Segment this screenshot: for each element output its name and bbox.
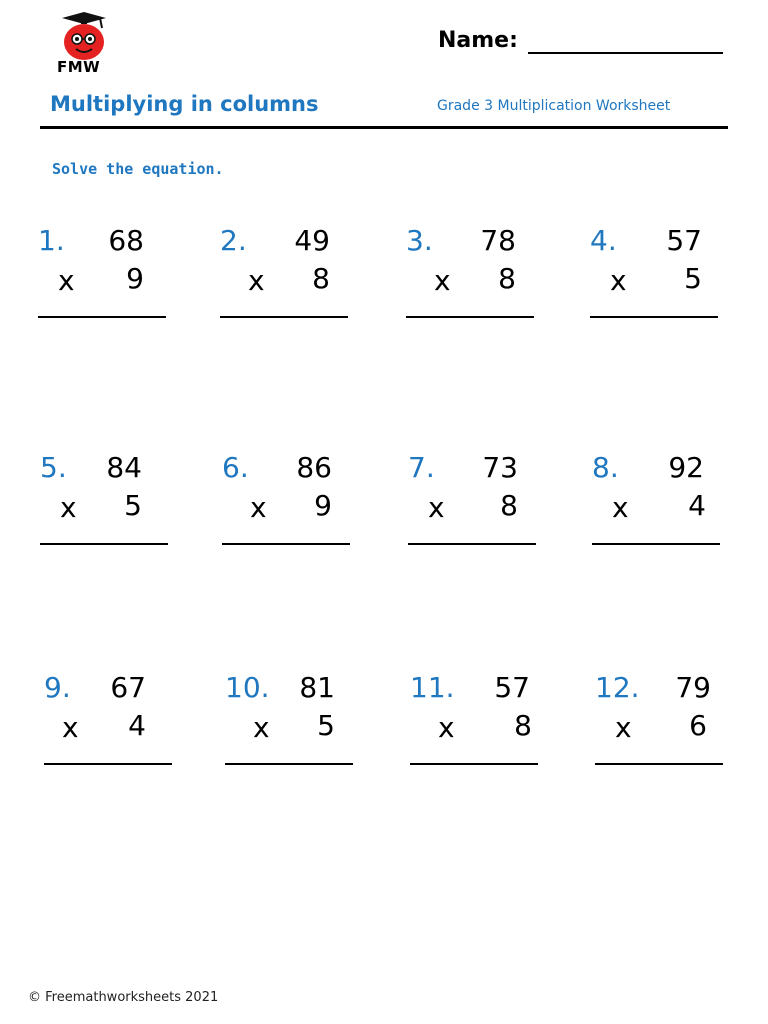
times-sign: x <box>428 491 445 524</box>
problem <box>40 451 180 571</box>
times-sign: x <box>62 711 79 744</box>
name-label: Name: <box>438 28 518 53</box>
multiplicand: 78 <box>480 224 516 257</box>
times-sign: x <box>615 711 632 744</box>
answer-line[interactable] <box>590 316 718 318</box>
times-sign: x <box>60 491 77 524</box>
apple-mascot-icon <box>56 12 110 62</box>
multiplier: 5 <box>684 262 702 295</box>
problem <box>222 451 362 571</box>
multiplicand: 79 <box>675 671 711 704</box>
answer-line[interactable] <box>406 316 534 318</box>
multiplier: 9 <box>126 262 144 295</box>
answer-line[interactable] <box>38 316 166 318</box>
problem <box>595 671 735 791</box>
worksheet-title: Multiplying in columns <box>50 92 319 116</box>
problem <box>44 671 184 791</box>
multiplicand: 68 <box>108 224 144 257</box>
multiplier: 5 <box>317 709 335 742</box>
multiplier: 4 <box>128 709 146 742</box>
problem-number: 9. <box>44 671 71 704</box>
answer-line[interactable] <box>220 316 348 318</box>
times-sign: x <box>253 711 270 744</box>
problem-number: 8. <box>592 451 619 484</box>
problem-number: 5. <box>40 451 67 484</box>
problem <box>590 224 730 344</box>
answer-line[interactable] <box>225 763 353 765</box>
times-sign: x <box>434 264 451 297</box>
multiplicand: 84 <box>106 451 142 484</box>
name-field-line[interactable] <box>528 52 723 54</box>
problem-number: 4. <box>590 224 617 257</box>
problem-number: 7. <box>408 451 435 484</box>
answer-line[interactable] <box>40 543 168 545</box>
times-sign: x <box>58 264 75 297</box>
multiplier: 5 <box>124 489 142 522</box>
instructions: Solve the equation. <box>52 160 224 178</box>
problem-number: 2. <box>220 224 247 257</box>
multiplicand: 81 <box>299 671 335 704</box>
problem <box>220 224 360 344</box>
answer-line[interactable] <box>408 543 536 545</box>
problem <box>406 224 546 344</box>
multiplicand: 67 <box>110 671 146 704</box>
problem <box>410 671 550 791</box>
logo <box>52 12 116 78</box>
multiplier: 8 <box>498 262 516 295</box>
multiplier: 8 <box>500 489 518 522</box>
header-divider <box>40 126 728 129</box>
problem-number: 12. <box>595 671 640 704</box>
multiplicand: 86 <box>296 451 332 484</box>
worksheet-subtitle: Grade 3 Multiplication Worksheet <box>437 98 671 114</box>
multiplier: 9 <box>314 489 332 522</box>
multiplicand: 49 <box>294 224 330 257</box>
answer-line[interactable] <box>410 763 538 765</box>
multiplier: 8 <box>514 709 532 742</box>
multiplicand: 57 <box>494 671 530 704</box>
multiplier: 4 <box>688 489 706 522</box>
answer-line[interactable] <box>595 763 723 765</box>
times-sign: x <box>248 264 265 297</box>
answer-line[interactable] <box>222 543 350 545</box>
problem-number: 1. <box>38 224 65 257</box>
logo-text: FMW <box>57 58 101 76</box>
copyright-footer: © Freemathworksheets 2021 <box>28 990 219 1005</box>
times-sign: x <box>612 491 629 524</box>
problem <box>408 451 548 571</box>
problem-number: 6. <box>222 451 249 484</box>
problem-number: 10. <box>225 671 270 704</box>
multiplicand: 92 <box>668 451 704 484</box>
problem-number: 3. <box>406 224 433 257</box>
multiplicand: 73 <box>482 451 518 484</box>
problem <box>592 451 732 571</box>
answer-line[interactable] <box>44 763 172 765</box>
multiplicand: 57 <box>666 224 702 257</box>
times-sign: x <box>610 264 627 297</box>
problem <box>225 671 365 791</box>
multiplier: 8 <box>312 262 330 295</box>
problem <box>38 224 178 344</box>
multiplier: 6 <box>689 709 707 742</box>
problem-number: 11. <box>410 671 455 704</box>
times-sign: x <box>438 711 455 744</box>
times-sign: x <box>250 491 267 524</box>
answer-line[interactable] <box>592 543 720 545</box>
